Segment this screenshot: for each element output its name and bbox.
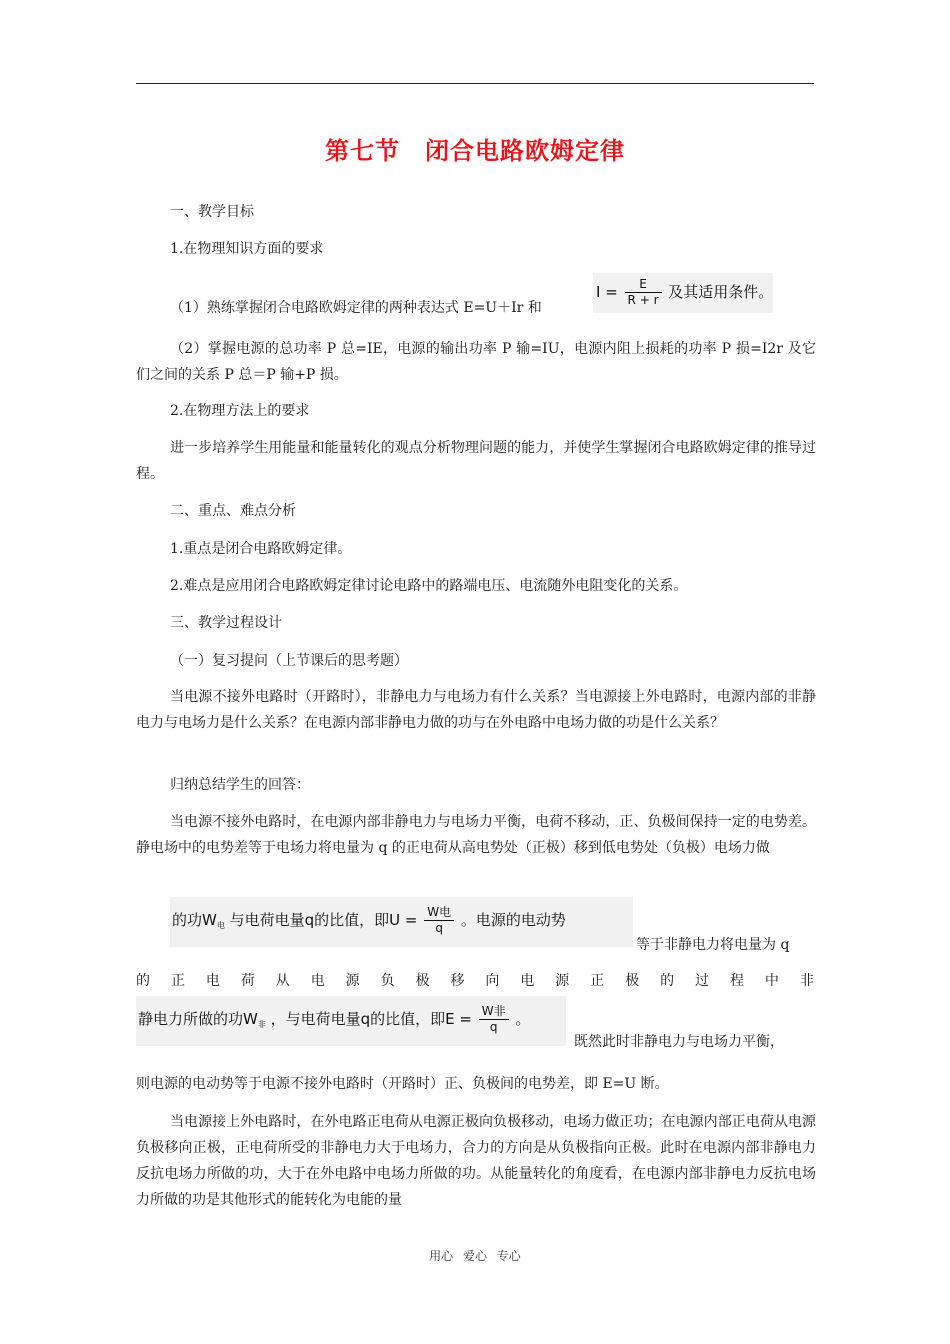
formula-image-voltage — [170, 897, 633, 947]
spread-char: 电 — [205, 973, 220, 989]
spread-char: 极 — [415, 973, 430, 989]
spread-char: 负 — [380, 973, 395, 989]
summary-lead-text: 归纳总结学生的回答： — [170, 777, 310, 793]
objective-knowledge-heading: 1.在物理知识方面的要求 — [170, 241, 324, 257]
formula-image-closed-circuit — [593, 273, 773, 313]
review-question-text: 当电源不接外电路时（开路时），非静电力与电场力有什么关系？当电源接上外电路时，电源内部的非静电力与电场力是什么关系？在电源内部非静电力做的功与在外电路中电场力做的功是什么关系？ — [136, 689, 816, 731]
emf-conclusion-text: 则电源的电动势等于电源不接外电路时（开路时）正、负极间的电势差，即 E=U 断。 — [136, 1076, 669, 1092]
spread-char: 正 — [170, 973, 185, 989]
objective-1-text: （1）熟练掌握闭合电路欧姆定律的两种表达式 E=U＋Ir 和 — [170, 300, 542, 316]
emf-formula-mid: ，与电荷电量q的比值，即E = — [270, 1010, 472, 1028]
spread-char: 中 — [764, 973, 779, 989]
section-heading-process: 三、教学过程设计 — [170, 615, 282, 631]
emf-numerator: W非 — [479, 1004, 509, 1020]
spread-char: 向 — [485, 973, 500, 989]
formula-lhs: I = — [596, 283, 618, 301]
formula-image-emf — [136, 996, 566, 1046]
voltage-formula — [172, 905, 566, 936]
formula-tail: 及其适用条件。 — [668, 283, 774, 301]
section-heading-keypoints: 二、重点、难点分析 — [170, 503, 296, 519]
spread-char: 极 — [625, 973, 640, 989]
emf-fraction — [479, 1004, 509, 1035]
spread-char: 正 — [590, 973, 605, 989]
formula-fraction — [625, 277, 662, 308]
section-heading-objectives: 一、教学目标 — [170, 204, 254, 220]
page-title: 第七节 闭合电路欧姆定律 — [325, 137, 625, 165]
voltage-formula-subscript: 电 — [216, 921, 225, 930]
formula-numerator: E — [625, 277, 662, 293]
spread-char: 过 — [695, 973, 709, 989]
header-rule — [136, 83, 814, 84]
process-review-heading: （一）复习提问（上节课后的思考题） — [170, 653, 408, 669]
emf-formula — [138, 1004, 530, 1035]
emf-formula-subscript: 非 — [257, 1020, 266, 1029]
closed-circuit-paragraph: 当电源接上外电路时，在外电路正电荷从电源正极向负极移动，电场力做正功；在电源内部正电荷从电源负极移向正极，正电荷所受的非静电力大于电场力，合力的方向是从负极指向正极。此时在电源内部非静电力反抗电场力所做的功，大于在外电路中电场力所做的功。从能量转化的角度看，在电源内部非静电力反抗电场力所做的功是其他形式的能转化为电能的量 — [136, 1114, 816, 1208]
keypoint-1: 1.重点是闭合电路欧姆定律。 — [170, 541, 352, 557]
spread-char: 的 — [660, 973, 675, 989]
objective-method-text: 进一步培养学生用能量和能量转化的观点分析物理问题的能力，并使学生掌握闭合电路欧姆定律的推导过程。 — [136, 440, 816, 482]
spread-char: 程 — [729, 973, 744, 989]
justified-line — [136, 970, 814, 990]
spread-char: 从 — [275, 973, 290, 989]
formula-denominator: R + r — [627, 293, 659, 307]
spread-char: 的 — [136, 973, 150, 989]
voltage-formula-mid: 与电荷电量q的比值，即U = — [229, 911, 418, 929]
voltage-numerator: W电 — [424, 905, 454, 921]
voltage-formula-pre: 的功W — [172, 911, 217, 929]
spread-char: 电 — [520, 973, 535, 989]
voltage-formula-post: 。电源的电动势 — [460, 911, 566, 929]
keypoint-2: 2.难点是应用闭合电路欧姆定律讨论电路中的路端电压、电流随外电阻变化的关系。 — [170, 578, 688, 594]
objective-2-text: （2）掌握电源的总功率 P 总=IE，电源的输出功率 P 输=IU，电源内阻上损耗的功率 P 损=I2r 及它们之间的关系 P 总＝P 输+P 损。 — [136, 341, 816, 383]
emf-denominator: q — [489, 1020, 498, 1034]
emf-definition-text: 等于非静电力将电量为 q — [636, 937, 790, 953]
balance-text: 既然此时非静电力与电场力平衡， — [574, 1034, 784, 1050]
voltage-denominator: q — [435, 921, 443, 935]
spread-char: 移 — [450, 973, 465, 989]
page-footer: 用心 爱心 专心 — [429, 1249, 521, 1263]
spread-char: 荷 — [240, 973, 255, 989]
spread-char: 源 — [555, 973, 570, 989]
voltage-fraction — [424, 905, 454, 936]
spread-char: 电 — [310, 973, 325, 989]
spread-char: 非 — [799, 973, 814, 989]
closed-circuit-formula — [596, 277, 773, 308]
objective-method-heading: 2.在物理方法上的要求 — [170, 403, 310, 419]
emf-formula-post: 。 — [515, 1010, 531, 1028]
emf-formula-pre: 静电力所做的功W — [138, 1010, 258, 1028]
spread-char: 源 — [345, 973, 360, 989]
summary-paragraph-1: 当电源不接外电路时，在电源内部非静电力与电场力平衡，电荷不移动，正、负极间保持一定的电势差。静电场中的电势差等于电场力将电量为 q 的正电荷从高电势处（正极）移到低电势处（负极）电场力做 — [136, 814, 816, 856]
